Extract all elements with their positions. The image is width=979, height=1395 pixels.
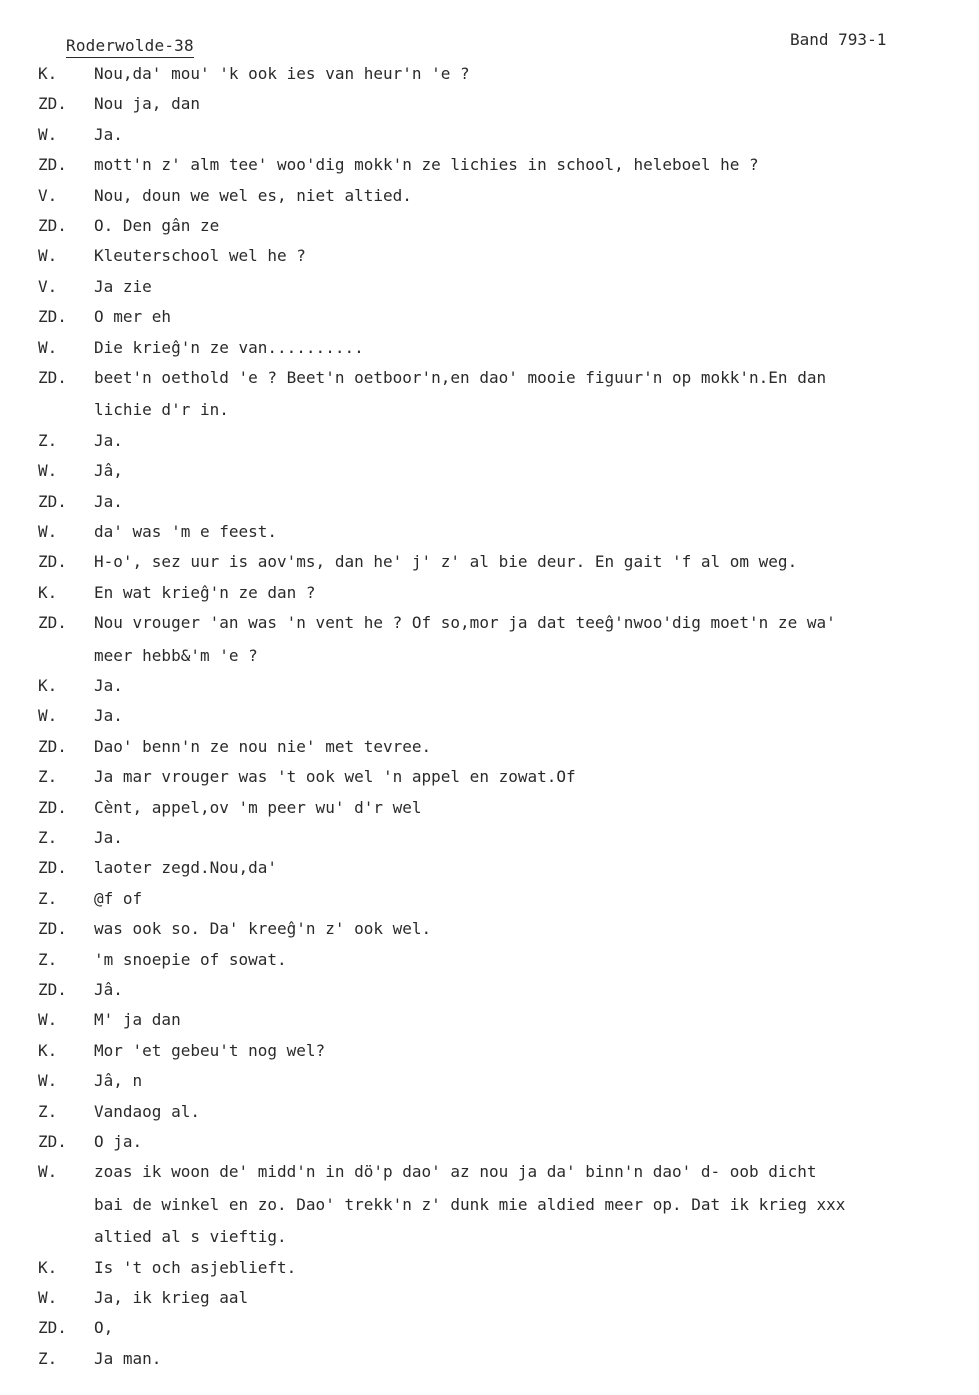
utterance-text: lichie d'r in. [94,400,229,420]
transcript-line [0,518,979,548]
speaker-label: ZD. [38,367,67,387]
transcript-line [0,1189,979,1222]
utterance-text: Jâ, n [94,1071,143,1091]
utterance-text: Die krieĝ'n ze van.......... [94,337,364,357]
speaker-label: ZD. [38,552,67,572]
transcript-line [0,1037,979,1067]
speaker-label: W. [38,246,58,266]
speaker-label: K. [38,1040,58,1060]
transcript-line [0,672,979,702]
transcript-line [0,824,979,854]
transcript-line [0,182,979,212]
utterance-text: H-o', sez uur is aov'ms, dan he' j' z' al bie deur. En gait 'f al om weg. [94,552,798,572]
transcript-line [0,976,979,1006]
transcript-line [0,60,979,90]
transcript-line [0,457,979,487]
speaker-label: K. [38,1257,58,1277]
transcript-line [0,579,979,609]
utterance-text: Nou, doun we wel es, niet altied. [94,185,412,205]
transcript-line [0,794,979,824]
transcript-line [0,90,979,120]
speaker-label: ZD. [38,979,67,999]
speaker-label: ZD. [38,307,67,327]
speaker-label: W. [38,521,58,541]
transcript-line [0,151,979,181]
utterance-text: Kleuterschool wel he ? [94,246,306,266]
speaker-label: ZD. [38,1318,67,1338]
utterance-text: Ja. [94,827,123,847]
utterance-text: was ook so. Da' kreeĝ'n z' ook wel. [94,919,432,939]
transcript-line [0,1158,979,1188]
speaker-label: Z. [38,1101,58,1121]
transcript-line [0,854,979,884]
speaker-label: ZD. [38,1131,67,1151]
speaker-label: Z. [38,888,58,908]
transcript-line [0,334,979,364]
transcript-line [0,1345,979,1375]
utterance-text: beet'n oethold 'e ? Beet'n oetboor'n,en dao' mooie figuur'n op mokk'n.En dan [94,367,827,387]
utterance-text: Nou,da' mou' 'k ook ies van heur'n 'e ? [94,64,470,83]
speaker-label: K. [38,676,58,696]
speaker-label: Z. [38,430,58,450]
document-title: Roderwolde-38 [66,36,194,58]
utterance-text: M' ja dan [94,1010,181,1030]
utterance-text: Jâ, [94,461,123,481]
speaker-label: W. [38,337,58,357]
speaker-label: ZD. [38,491,67,511]
transcript-line [0,885,979,915]
utterance-text: Cènt, appel,ov 'm peer wu' d'r wel [94,797,422,817]
utterance-text: mott'n z' alm tee' woo'dig mokk'n ze lichies in school, heleboel he ? [94,155,759,175]
speaker-label: ZD. [38,736,67,756]
utterance-text: Ja man. [94,1348,162,1368]
utterance-text: Jâ. [94,979,123,999]
utterance-text: altied al s vieftig. [94,1227,287,1247]
speaker-label: ZD. [38,797,67,817]
speaker-label: Z. [38,827,58,847]
speaker-label: K. [38,582,58,602]
utterance-text: Mor 'et gebeu't nog wel? [94,1040,326,1060]
transcript-line [0,488,979,518]
utterance-text: @f of [94,888,143,908]
utterance-text: Ja zie [94,276,152,296]
utterance-text: O. Den gân ze [94,215,220,235]
utterance-text: Ja. [94,491,123,511]
utterance-text: zoas ik woon de' midd'n in dö'p dao' az nou ja da' binn'n dao' d- oob dicht [94,1162,817,1182]
transcript-line [0,640,979,673]
speaker-label: V. [38,185,58,205]
transcript-line [0,763,979,793]
speaker-label: Z. [38,1348,58,1368]
utterance-text: Nou ja, dan [94,94,200,114]
utterance-text: Is 't och asjeblieft. [94,1257,297,1277]
utterance-text: laoter zegd.Nou,da' [94,858,278,878]
speaker-label: W. [38,461,58,481]
utterance-text: Ja. [94,124,123,144]
speaker-label: W. [38,124,58,144]
speaker-label: ZD. [38,215,67,235]
speaker-label: ZD. [38,94,67,114]
transcript-line [0,303,979,333]
utterance-text: O, [94,1318,114,1338]
transcript-line [0,273,979,303]
speaker-label: Z. [38,767,58,787]
transcript-line [0,548,979,578]
transcript-line [0,212,979,242]
utterance-text: Ja. [94,706,123,726]
utterance-text: Ja. [94,676,123,696]
transcript-line [0,121,979,151]
utterance-text: Ja. [94,430,123,450]
utterance-text: Ja mar vrouger was 't ook wel 'n appel en zowat.Of [94,767,576,787]
transcript-line [0,946,979,976]
transcript-line [0,1006,979,1036]
speaker-label: W. [38,1162,58,1182]
transcript-line [0,1067,979,1097]
utterance-text: Nou vrouger 'an was 'n vent he ? Of so,mor ja dat teeĝ'nwoo'dig moet'n ze wa' [94,613,836,633]
speaker-label: V. [38,276,58,296]
utterance-text: Vandaog al. [94,1101,200,1121]
transcript-line [0,1314,979,1344]
transcript-line [0,1098,979,1128]
transcript-line [0,1221,979,1254]
transcript-line [0,394,979,427]
speaker-label: Z. [38,949,58,969]
utterance-text: meer hebb&'m 'e ? [94,645,258,665]
utterance-text: O mer eh [94,307,172,327]
transcript-line [0,242,979,272]
speaker-label: W. [38,1071,58,1091]
transcript-line [0,702,979,732]
utterance-text: Dao' benn'n ze nou nie' met tevree. [94,736,432,756]
transcript-line [0,609,979,639]
speaker-label: ZD. [38,858,67,878]
transcript-line [0,915,979,945]
band-number: Band 793-1 [790,30,887,49]
utterance-text: da' was 'm e feest. [94,521,278,541]
transcript-line [0,1254,979,1284]
transcript-line [0,733,979,763]
transcript-line [0,427,979,457]
speaker-label: ZD. [38,155,67,175]
speaker-label: W. [38,1288,58,1308]
speaker-label: K. [38,64,58,83]
utterance-text: En wat krieĝ'n ze dan ? [94,582,316,602]
speaker-label: W. [38,706,58,726]
utterance-text: bai de winkel en zo. Dao' trekk'n z' dunk mie aldied meer op. Dat ik krieg xxx [94,1194,846,1214]
utterance-text: O ja. [94,1131,143,1151]
speaker-label: ZD. [38,919,67,939]
utterance-text: 'm snoepie of sowat. [94,949,287,969]
speaker-label: ZD. [38,613,67,633]
transcript-lines [0,60,979,1375]
transcript-line [0,1128,979,1158]
transcript-line [0,1284,979,1314]
utterance-text: Ja, ik krieg aal [94,1288,249,1308]
transcript-line [0,364,979,394]
speaker-label: W. [38,1010,58,1030]
